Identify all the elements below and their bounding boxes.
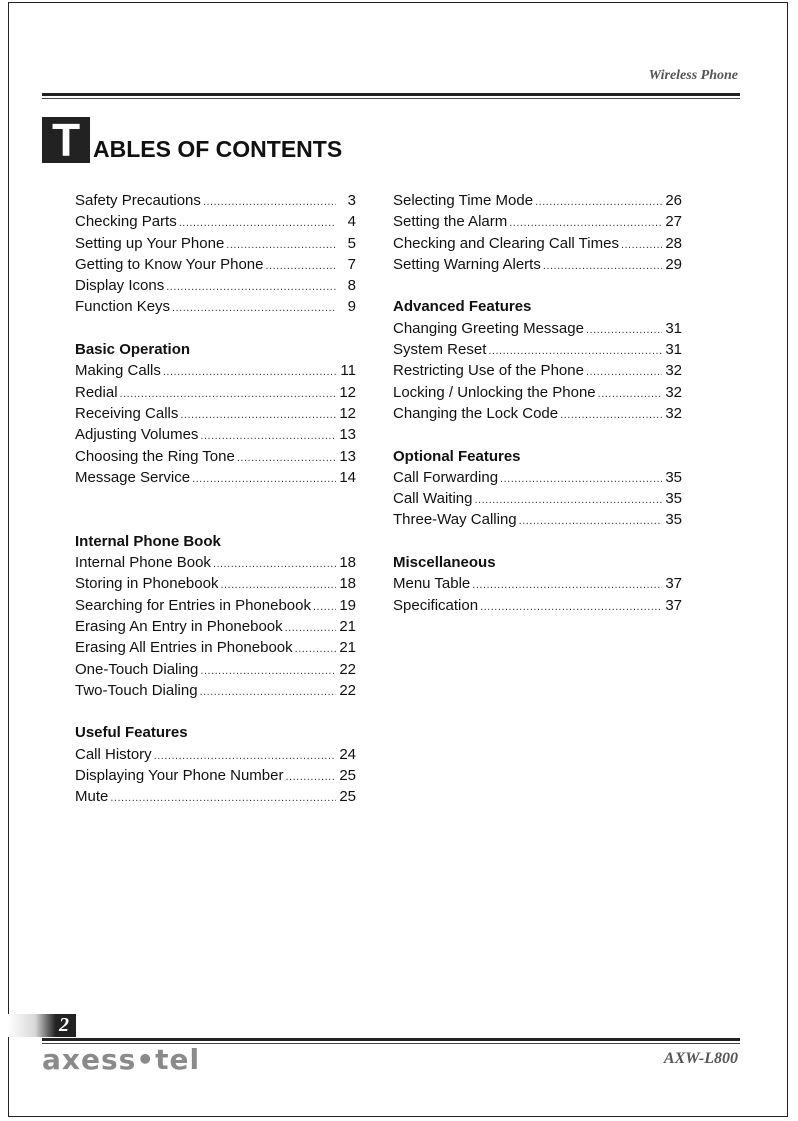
dot-leader bbox=[226, 235, 336, 256]
toc-entry[interactable] bbox=[393, 318, 682, 339]
toc-entry[interactable] bbox=[75, 680, 356, 701]
toc-entry[interactable] bbox=[75, 382, 356, 403]
toc-entry-page: 12 bbox=[339, 404, 356, 422]
toc-entry-page: 13 bbox=[339, 426, 356, 444]
dot-leader bbox=[172, 298, 336, 319]
toc-entry-page: 31 bbox=[665, 341, 682, 359]
toc-entry[interactable] bbox=[75, 765, 356, 786]
toc-entry-label: Making Calls bbox=[75, 362, 161, 380]
toc-entry[interactable] bbox=[75, 296, 356, 317]
toc-entry-page: 19 bbox=[339, 596, 356, 614]
section-title-useful-features: Useful Features bbox=[75, 724, 188, 742]
dot-leader bbox=[213, 554, 336, 575]
section-spacer bbox=[393, 424, 682, 445]
toc-entry[interactable] bbox=[75, 659, 356, 680]
toc-entry-page: 13 bbox=[339, 447, 356, 465]
dot-leader bbox=[500, 469, 662, 490]
toc-entry[interactable] bbox=[393, 233, 682, 254]
dot-leader bbox=[285, 767, 336, 788]
dot-leader bbox=[488, 341, 662, 362]
toc-entry-label: Redial bbox=[75, 383, 118, 401]
toc-entry[interactable] bbox=[75, 360, 356, 381]
toc-entry-label: Safety Precautions bbox=[75, 192, 201, 209]
toc-entry-label: Changing Greeting Message bbox=[393, 319, 584, 337]
toc-entry-label: Setting up Your Phone bbox=[75, 234, 225, 252]
toc-entry-page: 21 bbox=[339, 639, 356, 657]
toc-entry[interactable] bbox=[75, 573, 356, 594]
section-spacer bbox=[75, 318, 356, 339]
section-spacer bbox=[75, 488, 356, 531]
toc-entry[interactable] bbox=[75, 254, 356, 275]
toc-entry[interactable] bbox=[393, 595, 682, 616]
toc-entry-label: Checking and Clearing Call Times bbox=[393, 234, 619, 252]
toc-entry[interactable] bbox=[75, 403, 356, 424]
toc-entry-page: 8 bbox=[347, 277, 356, 295]
toc-right-column bbox=[393, 190, 682, 616]
dot-leader bbox=[200, 426, 336, 447]
footer-rule bbox=[42, 1038, 740, 1041]
section-title-internal-phone-book: Internal Phone Book bbox=[75, 532, 221, 550]
toc-heading-text: ABLES OF CONTENTS bbox=[93, 136, 343, 162]
toc-entry[interactable] bbox=[75, 786, 356, 807]
section-title-optional-features: Optional Features bbox=[393, 447, 521, 465]
toc-entry-page: 5 bbox=[347, 234, 356, 252]
toc-entry[interactable] bbox=[393, 488, 682, 509]
toc-entry-page: 27 bbox=[665, 213, 682, 231]
dot-leader bbox=[598, 384, 662, 405]
toc-entry-label: Displaying Your Phone Number bbox=[75, 767, 284, 785]
page-number: 2 bbox=[59, 1014, 69, 1036]
toc-entry-label: Erasing An Entry in Phonebook bbox=[75, 617, 283, 635]
toc-entry-label: Call Waiting bbox=[393, 490, 473, 508]
toc-entry-page: 4 bbox=[347, 213, 356, 231]
toc-entry-page: 22 bbox=[339, 660, 356, 678]
toc-entry-page: 24 bbox=[339, 745, 356, 763]
toc-entry-label: Three-Way Calling bbox=[393, 511, 517, 529]
toc-entry-label: Display Icons bbox=[75, 277, 165, 295]
toc-entry[interactable] bbox=[75, 275, 356, 296]
toc-entry-label: Adjusting Volumes bbox=[75, 426, 199, 444]
dot-leader bbox=[265, 256, 336, 277]
section-spacer bbox=[393, 531, 682, 552]
toc-entry[interactable] bbox=[393, 254, 682, 275]
model-name: AXW-L800 bbox=[663, 1050, 738, 1067]
toc-entry-page: 22 bbox=[339, 681, 356, 699]
toc-heading bbox=[42, 114, 343, 166]
dot-leader bbox=[166, 277, 336, 298]
toc-entry[interactable] bbox=[75, 637, 356, 658]
toc-entry-page: 18 bbox=[339, 554, 356, 572]
dot-leader bbox=[621, 235, 662, 256]
toc-entry-label: System Reset bbox=[393, 341, 487, 359]
dot-leader bbox=[586, 362, 662, 383]
dot-leader bbox=[237, 448, 336, 469]
toc-entry[interactable] bbox=[393, 190, 682, 211]
toc-entry-page: 3 bbox=[347, 192, 356, 209]
toc-entry-page: 25 bbox=[339, 788, 356, 806]
toc-entry-label: Setting Warning Alerts bbox=[393, 255, 541, 273]
toc-entry-label: Internal Phone Book bbox=[75, 554, 211, 572]
dot-leader bbox=[586, 320, 662, 341]
toc-entry[interactable] bbox=[75, 190, 356, 211]
dot-leader bbox=[120, 384, 336, 405]
toc-entry-label: Choosing the Ring Tone bbox=[75, 447, 235, 465]
section-title-basic-operation: Basic Operation bbox=[75, 341, 191, 359]
toc-left-column bbox=[75, 190, 356, 808]
toc-entry-page: 12 bbox=[339, 383, 356, 401]
toc-entry-page: 26 bbox=[665, 192, 682, 209]
toc-entry-label: Getting to Know Your Phone bbox=[75, 255, 264, 273]
dot-leader bbox=[480, 597, 662, 618]
header-rule bbox=[42, 93, 740, 96]
dot-leader bbox=[313, 597, 336, 618]
toc-entry-label: Message Service bbox=[75, 468, 191, 486]
toc-entry-label: Mute bbox=[75, 788, 109, 806]
dot-leader bbox=[110, 788, 336, 809]
dot-leader bbox=[543, 256, 662, 277]
toc-entry-label: Erasing All Entries in Phonebook bbox=[75, 639, 293, 657]
toc-entry[interactable] bbox=[393, 509, 682, 530]
toc-entry-page: 35 bbox=[665, 511, 682, 529]
toc-heading-initial: T bbox=[42, 117, 90, 163]
toc-entry-label: Searching for Entries in Phonebook bbox=[75, 596, 311, 614]
section-spacer bbox=[75, 701, 356, 722]
dot-leader bbox=[509, 213, 662, 234]
dot-leader bbox=[192, 469, 336, 490]
toc-entry[interactable] bbox=[75, 744, 356, 765]
toc-entry-label: Menu Table bbox=[393, 575, 471, 593]
toc-entry-page: 37 bbox=[665, 596, 682, 614]
toc-entry[interactable] bbox=[393, 211, 682, 232]
toc-entry-page: 18 bbox=[339, 575, 356, 593]
toc-entry-page: 31 bbox=[665, 319, 682, 337]
toc-entry-page: 32 bbox=[665, 362, 682, 380]
toc-entry-page: 21 bbox=[339, 617, 356, 635]
section-title-advanced-features: Advanced Features bbox=[393, 298, 532, 316]
toc-entry[interactable] bbox=[393, 403, 682, 424]
toc-entry-page: 28 bbox=[665, 234, 682, 252]
brand-logo: axess•tel bbox=[42, 1043, 201, 1076]
section-spacer bbox=[393, 275, 682, 296]
toc-entry[interactable] bbox=[393, 573, 682, 594]
dot-leader bbox=[295, 639, 336, 660]
dot-leader bbox=[180, 405, 336, 426]
dot-leader bbox=[519, 511, 662, 532]
toc-entry[interactable] bbox=[75, 233, 356, 254]
dot-leader bbox=[285, 618, 336, 639]
toc-entry-page: 14 bbox=[339, 468, 356, 486]
toc-entry[interactable] bbox=[393, 382, 682, 403]
dot-leader bbox=[474, 490, 662, 511]
dot-leader bbox=[163, 362, 336, 383]
toc-entry-page: 35 bbox=[665, 468, 682, 486]
toc-entry-label: Two-Touch Dialing bbox=[75, 681, 198, 699]
toc-entry-label: Changing the Lock Code bbox=[393, 404, 559, 422]
toc-entry[interactable] bbox=[393, 339, 682, 360]
dot-leader bbox=[535, 192, 662, 213]
toc-entry[interactable] bbox=[75, 211, 356, 232]
toc-entry-label: Storing in Phonebook bbox=[75, 575, 219, 593]
dot-leader bbox=[560, 405, 662, 426]
dot-leader bbox=[200, 682, 336, 703]
header-title: Wireless Phone bbox=[648, 68, 738, 83]
dot-leader bbox=[200, 661, 336, 682]
header-rule-thin bbox=[42, 98, 740, 99]
toc-entry[interactable] bbox=[393, 360, 682, 381]
toc-entry-label: Checking Parts bbox=[75, 213, 177, 231]
toc-entry-page: 29 bbox=[665, 255, 682, 273]
toc-entry-page: 25 bbox=[339, 767, 356, 785]
section-title-miscellaneous: Miscellaneous bbox=[393, 554, 496, 572]
toc-entry-page: 9 bbox=[347, 298, 356, 316]
toc-entry-page: 7 bbox=[347, 255, 356, 273]
dot-leader bbox=[220, 575, 336, 596]
dot-leader bbox=[472, 575, 662, 596]
toc-entry-label: Restricting Use of the Phone bbox=[393, 362, 584, 380]
dot-leader bbox=[203, 192, 336, 213]
toc-entry-page: 32 bbox=[665, 404, 682, 422]
toc-entry-label: Specification bbox=[393, 596, 479, 614]
toc-entry[interactable] bbox=[75, 552, 356, 573]
toc-entry[interactable] bbox=[75, 424, 356, 445]
toc-entry-page: 11 bbox=[340, 362, 356, 380]
toc-entry-label: Selecting Time Mode bbox=[393, 192, 534, 209]
toc-entry-label: Setting the Alarm bbox=[393, 213, 508, 231]
toc-entry[interactable] bbox=[75, 595, 356, 616]
toc-entry-label: Function Keys bbox=[75, 298, 171, 316]
toc-entry-label: Call History bbox=[75, 745, 152, 763]
toc-entry-page: 37 bbox=[665, 575, 682, 593]
toc-entry-label: Receiving Calls bbox=[75, 404, 179, 422]
toc-entry-page: 35 bbox=[665, 490, 682, 508]
dot-leader bbox=[179, 213, 336, 234]
toc-entry-label: Call Forwarding bbox=[393, 468, 499, 486]
toc-entry[interactable] bbox=[75, 467, 356, 488]
toc-entry[interactable] bbox=[393, 467, 682, 488]
toc-entry[interactable] bbox=[75, 446, 356, 467]
dot-leader bbox=[154, 746, 336, 767]
toc-entry-label: One-Touch Dialing bbox=[75, 660, 199, 678]
toc-entry-label: Locking / Unlocking the Phone bbox=[393, 383, 596, 401]
toc-entry[interactable] bbox=[75, 616, 356, 637]
toc-entry-page: 32 bbox=[665, 383, 682, 401]
